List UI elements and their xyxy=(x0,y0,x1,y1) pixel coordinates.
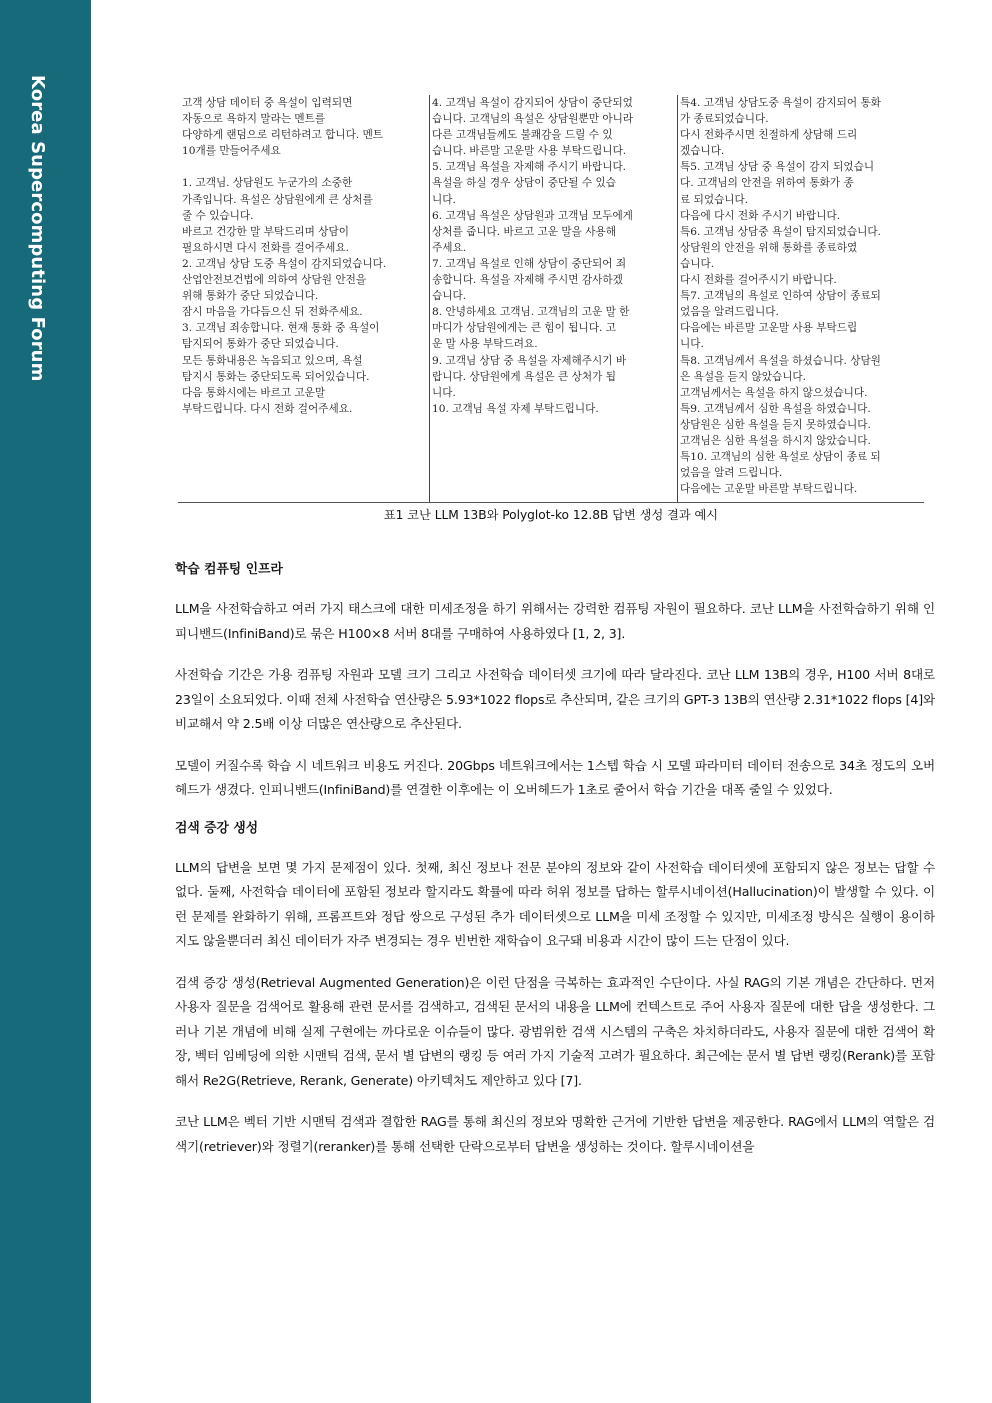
figure-line: 니다. xyxy=(432,193,456,206)
figure-line: 고객님은 심한 욕설을 하시지 않았습니다. xyxy=(680,434,871,447)
figure-line: 료 되었습니다. xyxy=(680,193,749,206)
figure-line: 탐지되어 통화가 중단 되었습니다. xyxy=(182,338,339,351)
article-body xyxy=(175,561,935,1176)
figure-column-3 xyxy=(677,95,925,502)
figure-line: 습니다. 바른말 고운말 사용 부탁드립니다. xyxy=(432,145,627,158)
figure-line: 은 욕설을 듣지 않았습니다. xyxy=(680,370,807,383)
figure-line: 9. 고객님 상담 중 욕설을 자제해주시기 바 xyxy=(432,354,627,367)
figure-line: 다른 고객님들께도 불쾌감을 드릴 수 있 xyxy=(432,129,613,142)
figure-line: 다음에 다시 전화 주시기 바랍니다. xyxy=(680,209,841,222)
figure-line: 다음 통화시에는 바르고 고운말 xyxy=(182,386,326,399)
paragraph: LLM을 사전학습하고 여러 가지 태스크에 대한 미세조정을 하기 위해서는 강력한 컴퓨팅 자원이 필요하다. 코난 LLM을 사전학습하기 위해 인피니밴드(InfiniBand)로 묶은 H100×8 서버 8대를 구매하여 사용하였다 [1, 2, 3]. xyxy=(175,601,935,641)
figure-line: 특6. 고객님 상담중 욕설이 탐지되었습니다. xyxy=(680,225,881,238)
figure-line: 특5. 고객님 상담 중 욕설이 감지 되었습니 xyxy=(680,161,875,174)
figure-line: 1. 고객님. 상담원도 누군가의 소중한 xyxy=(182,177,353,190)
paragraph: 사전학습 기간은 가용 컴퓨팅 자원과 모델 크기 그리고 사전학습 데이터셋 크기에 따라 달라진다. 코난 LLM 13B의 경우, H100 서버 8대로 23일이 소요되었다. 이때 전체 사전학습 연산량은 5.93*1022 flops로 추산되며, 같은 크기의 GPT-3 13B의 연산량 2.31*1022 flops [4]와 비교해서 약 2.5배 이상 더많은 연산량으로 추산된다. xyxy=(175,667,935,731)
figure-line: 상담원은 심한 욕설을 듣지 못하였습니다. xyxy=(680,418,871,431)
figure-column-2 xyxy=(429,95,676,502)
figure-line: 랍니다. 상담원에게 욕설은 큰 상처가 됩 xyxy=(432,370,616,383)
figure-line: 다. 고객님의 안전을 위하여 통화가 종 xyxy=(680,177,854,190)
figure-line: 다음에는 고운말 바른말 부탁드립니다. xyxy=(680,483,858,496)
figure-line: 바르고 건강한 말 부탁드리며 상담이 xyxy=(182,225,349,238)
figure-line: 필요하시면 다시 전화를 걸어주세요. xyxy=(182,241,349,254)
paragraph: LLM의 답변을 보면 몇 가지 문제점이 있다. 첫째, 최신 정보나 전문 분야의 정보와 같이 사전학습 데이터셋에 포함되지 않은 정보는 답할 수 없다. 둘째, 사전학습 데이터에 포함된 정보라 할지라도 확률에 따라 허위 정보를 답하는 할루시네이션(Hallucination)이 발생할 수 있다. 이런 문제를 완화하기 위해, 프롬프트와 정답 쌍으로 구성된 추가 데이터셋으로 LLM을 미세 조정할 수 있지만, 미세조정 방식은 실행이 용이하지도 않을뿐더러 최신 데이터가 자주 변경되는 경우 빈번한 재학습이 요구돼 비용과 시간이 많이 드는 단점이 있다. xyxy=(175,859,935,948)
figure-line: 2. 고객님 상담 도중 욕설이 감지되었습니다. xyxy=(182,257,387,270)
figure-line: 10. 고객님 욕설 자제 부탁드립니다. xyxy=(432,402,599,415)
paragraph: 코난 LLM은 벡터 기반 시맨틱 검색과 결합한 RAG를 통해 최신의 정보와 명확한 근거에 기반한 답변을 제공한다. RAG에서 LLM의 역할은 검색기(retriever)와 정렬기(reranker)를 통해 선택한 단락으로부터 답변을 생성하는 것이다. 할루시네이션을 xyxy=(175,1114,935,1154)
figure-line: 7. 고객님 욕설로 인해 상담이 중단되어 죄 xyxy=(432,257,627,270)
figure-line: 주세요. xyxy=(432,241,467,254)
figure-line: 6. 고객님 욕설은 상담원과 고객님 모두에게 xyxy=(432,209,633,222)
figure-line: 부탁드립니다. 다시 전화 걸어주세요. xyxy=(182,402,353,415)
figure-line: 특7. 고객님의 욕설로 인하여 상담이 종료되 xyxy=(680,290,881,303)
figure-caption: 표1 코난 LLM 13B와 Polyglot-ko 12.8B 답변 생성 결과 예시 xyxy=(383,508,719,522)
section-heading-rag: 검색 증강 생성 xyxy=(175,820,259,836)
example-figure xyxy=(178,95,924,503)
figure-line: 고객 상담 데이터 중 욕설이 입력되면 xyxy=(182,97,353,109)
figure-line: 가 종료되었습니다. xyxy=(680,113,769,126)
figure-line xyxy=(182,159,427,175)
figure-line: 송합니다. 욕설을 자제해 주시면 감사하겠 xyxy=(432,274,623,287)
figure-line: 니다. xyxy=(432,386,456,399)
paragraph: 모델이 커질수록 학습 시 네트워크 비용도 커진다. 20Gbps 네트워크에서는 1스텝 학습 시 모델 파라미터 데이터 전송으로 34초 정도의 오버헤드가 생겼다. 인피니밴드(InfiniBand)를 연결한 이후에는 이 오버헤드가 1초로 줄어서 학습 기간을 대폭 줄일 수 있었다. xyxy=(175,757,935,797)
figure-line: 특9. 고객님께서 심한 욕설을 하였습니다. xyxy=(680,402,871,415)
sidebar-band xyxy=(0,0,91,1403)
figure-line: 8. 안녕하세요 고객님. 고객님의 고운 말 한 xyxy=(432,306,630,319)
figure-line: 상처를 줍니다. 바르고 고운 말을 사용해 xyxy=(432,225,616,238)
figure-line: 잠시 마음을 가다듬으신 뒤 전화주세요. xyxy=(182,306,363,319)
figure-line: 다시 전화주시면 친절하게 상담해 드리 xyxy=(680,129,858,142)
figure-line: 다시 전화를 걸어주시기 바랍니다. xyxy=(680,274,837,287)
figure-line: 산업안전보건법에 의하여 상담원 안전을 xyxy=(182,274,367,287)
figure-line: 위해 통화가 중단 되었습니다. xyxy=(182,290,319,303)
figure-line: 욕설을 하실 경우 상담이 중단될 수 있습 xyxy=(432,177,616,190)
figure-line: 니다. xyxy=(680,338,704,351)
figure-line: 가족입니다. 욕설은 상담원에게 큰 상처를 xyxy=(182,193,373,206)
figure-line: 다양하게 랜덤으로 리턴하려고 합니다. 멘트 xyxy=(182,129,384,142)
paragraph: 검색 증강 생성(Retrieval Augmented Generation)은 이런 단점을 극복하는 효과적인 수단이다. 사실 RAG의 기본 개념은 간단하다. 먼저 사용자 질문을 검색어로 활용해 관련 문서를 검색하고, 검색된 문서의 내용을 LLM에 컨텍스트로 주어 사용자 질문에 대한 답을 생성한다. 그러나 기본 개념에 비해 실제 구현에는 까다로운 이슈들이 많다. 광범위한 검색 시스템의 구축은 차치하더라도, 사용자 질문에 대한 검색어 확장, 벡터 임베딩에 의한 시맨틱 검색, 문서 별 답변의 랭킹 등 여러 가지 기술적 고려가 필요하다. 최근에는 문서 별 답변 랭킹(Rerank)를 포함해서 Re2G(Retrieve, Rerank, Generate) 아키텍처도 제안하고 있다 [7]. xyxy=(175,974,935,1088)
figure-line: 4. 고객님 욕설이 감지되어 상담이 중단되었 xyxy=(432,97,633,109)
figure-line: 자동으로 욕하지 말라는 멘트를 xyxy=(182,113,326,126)
figure-line: 습니다. 고객님의 욕설은 상담원뿐만 아니라 xyxy=(432,113,634,126)
figure-line: 특10. 고객님의 심한 욕설로 상담이 종료 되 xyxy=(680,451,881,464)
figure-line: 습니다. xyxy=(432,290,467,303)
figure-line: 었음을 알려 드립니다. xyxy=(680,467,783,480)
sidebar-title: Korea Supercomputing Forum xyxy=(27,75,48,382)
figure-line: 고객님께서는 욕설을 하지 않으셨습니다. xyxy=(680,386,868,399)
figure-line: 특4. 고객님 상담도중 욕설이 감지되어 통화 xyxy=(680,97,881,109)
figure-line: 5. 고객님 욕설을 자제해 주시기 바랍니다. xyxy=(432,161,627,174)
figure-line: 었음을 알려드립니다. xyxy=(680,306,779,319)
figure-line: 습니다. xyxy=(680,257,715,270)
figure-line: 겠습니다. xyxy=(680,145,725,158)
figure-line: 상담원의 안전을 위해 통화를 종료하였 xyxy=(680,241,858,254)
figure-line: 마디가 상담원에게는 큰 힘이 됩니다. 고 xyxy=(432,322,616,335)
figure-line: 3. 고객님 죄송합니다. 현재 통화 중 욕설이 xyxy=(182,322,380,335)
figure-line: 다음에는 바른말 고운말 사용 부탁드립 xyxy=(680,322,858,335)
section-heading-infra: 학습 컴퓨팅 인프라 xyxy=(175,562,283,577)
figure-line: 모든 통화내용은 녹음되고 있으며, 욕설 xyxy=(182,354,363,367)
figure-line: 특8. 고객님께서 욕설을 하셨습니다. 상담원 xyxy=(680,354,881,367)
figure-line: 10개를 만들어주세요 xyxy=(182,145,281,158)
figure-line: 운 말 사용 부탁드려요. xyxy=(432,338,538,351)
figure-line: 줄 수 있습니다. xyxy=(182,209,254,222)
figure-line: 탐지시 통화는 중단되도록 되어있습니다. xyxy=(182,370,370,383)
figure-column-1 xyxy=(182,95,427,502)
